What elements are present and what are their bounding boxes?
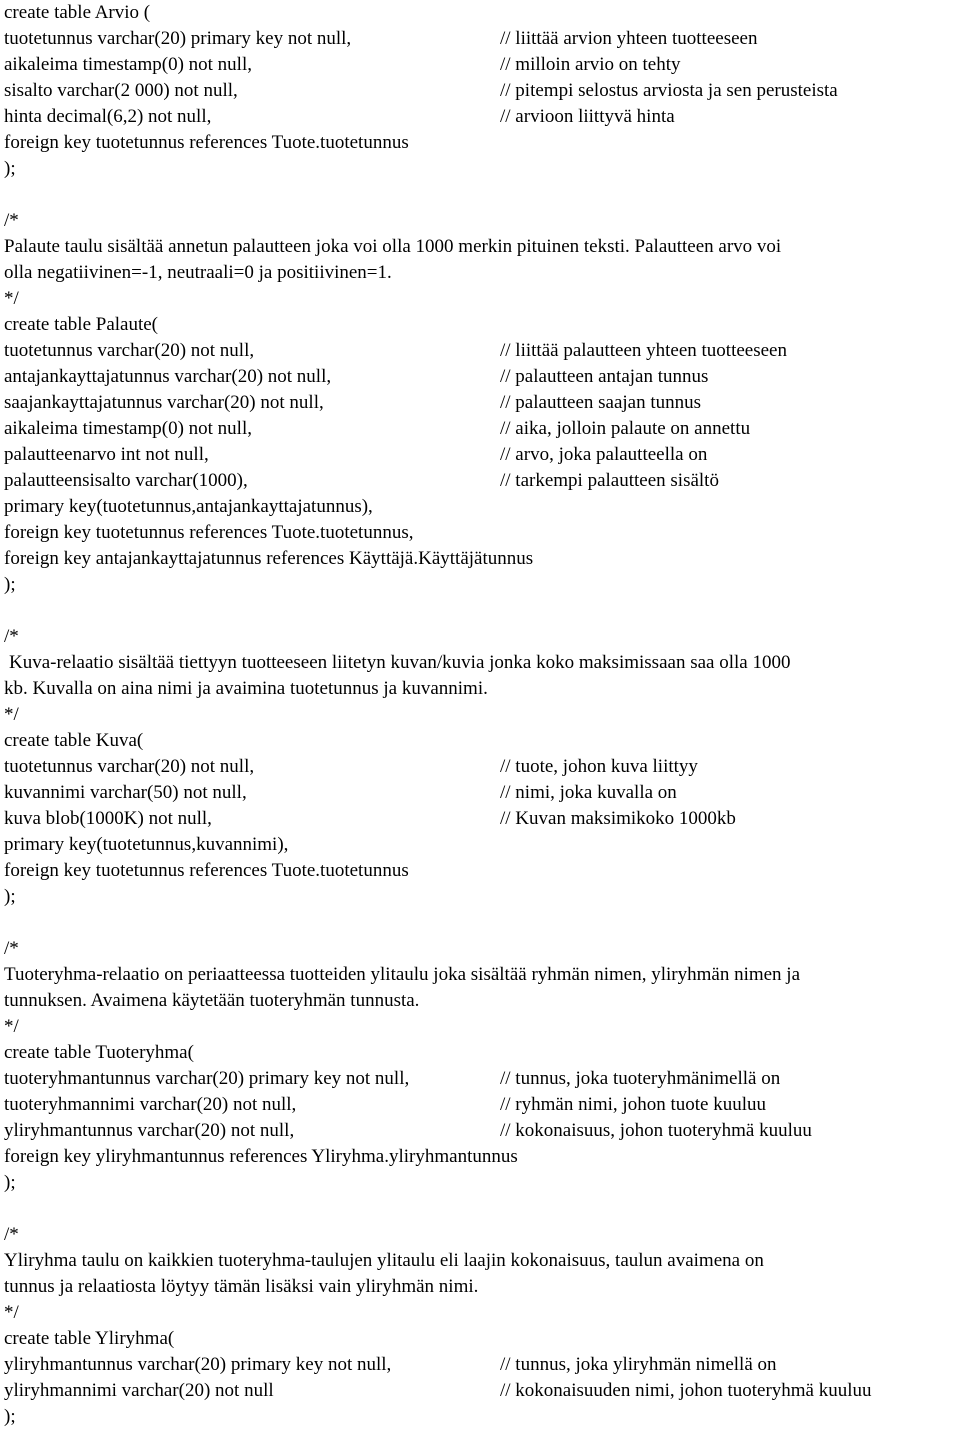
code-text: yliryhmantunnus varchar(20) not null,	[4, 1120, 295, 1141]
code-text: Kuva-relaatio sisältää tiettyyn tuotteeseen liitetyn kuvan/kuvia jonka koko maksimissaan saa olla 1000	[9, 652, 791, 673]
document-line	[4, 806, 956, 832]
document-line	[4, 1352, 956, 1378]
document-line	[4, 598, 956, 624]
document-line	[4, 988, 956, 1014]
code-text: tuotetunnus varchar(20) not null,	[4, 340, 255, 361]
code-text: tuoteryhmannimi varchar(20) not null,	[4, 1094, 297, 1115]
document-line	[4, 1326, 956, 1352]
code-text: hinta decimal(6,2) not null,	[4, 106, 212, 127]
code-text: foreign key tuotetunnus references Tuote.tuotetunnus	[4, 132, 409, 153]
code-text: create table Arvio (	[4, 2, 151, 23]
code-text: );	[4, 574, 16, 595]
code-text: yliryhmannimi varchar(20) not null	[4, 1380, 274, 1401]
code-text: create table Palaute(	[4, 314, 159, 335]
code-text: */	[4, 1302, 19, 1323]
document-line	[4, 1014, 956, 1040]
code-text: );	[4, 1406, 16, 1427]
code-text: sisalto varchar(2 000) not null,	[4, 80, 238, 101]
document-line	[4, 130, 956, 156]
document-line	[4, 390, 956, 416]
document-line	[4, 312, 956, 338]
document-line	[4, 1170, 956, 1196]
comment-text: // kokonaisuuden nimi, johon tuoteryhmä kuuluu	[500, 1380, 872, 1401]
comment-text: // tuote, johon kuva liittyy	[500, 756, 698, 777]
code-text: aikaleima timestamp(0) not null,	[4, 418, 252, 439]
document-line	[4, 1196, 956, 1222]
document-line	[4, 910, 956, 936]
document-line	[4, 1144, 956, 1170]
comment-text: // aika, jolloin palaute on annettu	[500, 418, 751, 439]
comment-text: // nimi, joka kuvalla on	[500, 782, 677, 803]
document-line	[4, 338, 956, 364]
code-text: /*	[4, 1224, 19, 1245]
code-text: */	[4, 1016, 19, 1037]
comment-text: // tunnus, joka yliryhmän nimellä on	[500, 1354, 777, 1375]
code-text: tuotetunnus varchar(20) not null,	[4, 756, 255, 777]
code-text: foreign key yliryhmantunnus references Yliryhma.yliryhmantunnus	[4, 1146, 518, 1167]
document-line	[4, 364, 956, 390]
document-line	[4, 0, 956, 26]
document-line	[4, 416, 956, 442]
code-text: palautteenarvo int not null,	[4, 444, 209, 465]
document-line	[4, 676, 956, 702]
code-text: saajankayttajatunnus varchar(20) not null,	[4, 392, 324, 413]
code-text: foreign key tuotetunnus references Tuote.tuotetunnus,	[4, 522, 414, 543]
document-line	[4, 104, 956, 130]
document-line	[4, 832, 956, 858]
document-line	[4, 494, 956, 520]
document-line	[4, 182, 956, 208]
comment-text: // arvo, joka palautteella on	[500, 444, 708, 465]
comment-text: // Kuvan maksimikoko 1000kb	[500, 808, 736, 829]
document-line	[4, 442, 956, 468]
document-line	[4, 728, 956, 754]
code-text: olla negatiivinen=-1, neutraali=0 ja positiivinen=1.	[4, 262, 392, 283]
document-line	[4, 936, 956, 962]
code-text: Palaute taulu sisältää annetun palautteen joka voi olla 1000 merkin pituinen teksti. Palautteen arvo voi	[4, 236, 782, 257]
document-line	[4, 26, 956, 52]
comment-text: // tunnus, joka tuoteryhmänimellä on	[500, 1068, 781, 1089]
code-text: foreign key antajankayttajatunnus references Käyttäjä.Käyttäjätunnus	[4, 548, 534, 569]
document-line	[4, 78, 956, 104]
code-text: );	[4, 886, 16, 907]
document-line	[4, 1274, 956, 1300]
code-text: create table Tuoteryhma(	[4, 1042, 194, 1063]
code-text: Tuoteryhma-relaatio on periaatteessa tuotteiden ylitaulu joka sisältää ryhmän nimen, yliryhmän nimen ja	[4, 964, 801, 985]
code-text: yliryhmantunnus varchar(20) primary key not null,	[4, 1354, 392, 1375]
comment-text: // palautteen antajan tunnus	[500, 366, 709, 387]
code-text: tuoteryhmantunnus varchar(20) primary key not null,	[4, 1068, 410, 1089]
document-line	[4, 1092, 956, 1118]
document-line	[4, 156, 956, 182]
document-line	[4, 546, 956, 572]
document-line	[4, 754, 956, 780]
document-line	[4, 1222, 956, 1248]
comment-text: // kokonaisuus, johon tuoteryhmä kuuluu	[500, 1120, 812, 1141]
code-text: antajankayttajatunnus varchar(20) not null,	[4, 366, 332, 387]
document-line	[4, 1118, 956, 1144]
document-line	[4, 520, 956, 546]
code-text: tunnus ja relaatiosta löytyy tämän lisäksi vain yliryhmän nimi.	[4, 1276, 479, 1297]
code-text: palautteensisalto varchar(1000),	[4, 470, 248, 491]
document-line	[4, 780, 956, 806]
code-text: */	[4, 704, 19, 725]
code-text: */	[4, 288, 19, 309]
comment-text: // milloin arvio on tehty	[500, 54, 681, 75]
document-line	[4, 1378, 956, 1404]
comment-text: // palautteen saajan tunnus	[500, 392, 702, 413]
code-text: create table Yliryhma(	[4, 1328, 175, 1349]
document-line	[4, 1300, 956, 1326]
code-text: /*	[4, 210, 19, 231]
code-text: primary key(tuotetunnus,antajankayttajatunnus),	[4, 496, 373, 517]
code-text: foreign key tuotetunnus references Tuote.tuotetunnus	[4, 860, 409, 881]
document-line	[4, 208, 956, 234]
code-text: tunnuksen. Avaimena käytetään tuoteryhmän tunnusta.	[4, 990, 420, 1011]
comment-text: // pitempi selostus arviosta ja sen perusteista	[500, 80, 838, 101]
comment-text: // arvioon liittyvä hinta	[500, 106, 675, 127]
document-line	[4, 1248, 956, 1274]
document-line	[4, 468, 956, 494]
comment-text: // ryhmän nimi, johon tuote kuuluu	[500, 1094, 766, 1115]
code-text: /*	[4, 938, 19, 959]
document-line	[4, 1040, 956, 1066]
code-text: );	[4, 158, 16, 179]
comment-text: // liittää palautteen yhteen tuotteeseen	[500, 340, 787, 361]
code-text: kuva blob(1000K) not null,	[4, 808, 212, 829]
document-line	[4, 858, 956, 884]
code-text: );	[4, 1172, 16, 1193]
code-text: aikaleima timestamp(0) not null,	[4, 54, 252, 75]
code-text: primary key(tuotetunnus,kuvannimi),	[4, 834, 289, 855]
document-line	[4, 1066, 956, 1092]
document-line	[9, 650, 960, 676]
code-text: Yliryhma taulu on kaikkien tuoteryhma-taulujen ylitaulu eli laajin kokonaisuus, taulun avaimena on	[4, 1250, 764, 1271]
comment-text: // tarkempi palautteen sisältö	[500, 470, 719, 491]
code-text: tuotetunnus varchar(20) primary key not null,	[4, 28, 352, 49]
document-line	[4, 624, 956, 650]
code-text: /*	[4, 626, 19, 647]
document-line	[4, 702, 956, 728]
document-line	[4, 234, 956, 260]
code-text: create table Kuva(	[4, 730, 144, 751]
comment-text: // liittää arvion yhteen tuotteeseen	[500, 28, 758, 49]
document-line	[4, 1404, 956, 1430]
document-line	[4, 260, 956, 286]
code-text: kuvannimi varchar(50) not null,	[4, 782, 247, 803]
document-line	[4, 884, 956, 910]
document-line	[4, 286, 956, 312]
document-line	[4, 572, 956, 598]
document-line	[4, 962, 956, 988]
code-text: kb. Kuvalla on aina nimi ja avaimina tuotetunnus ja kuvannimi.	[4, 678, 488, 699]
document-line	[4, 52, 956, 78]
